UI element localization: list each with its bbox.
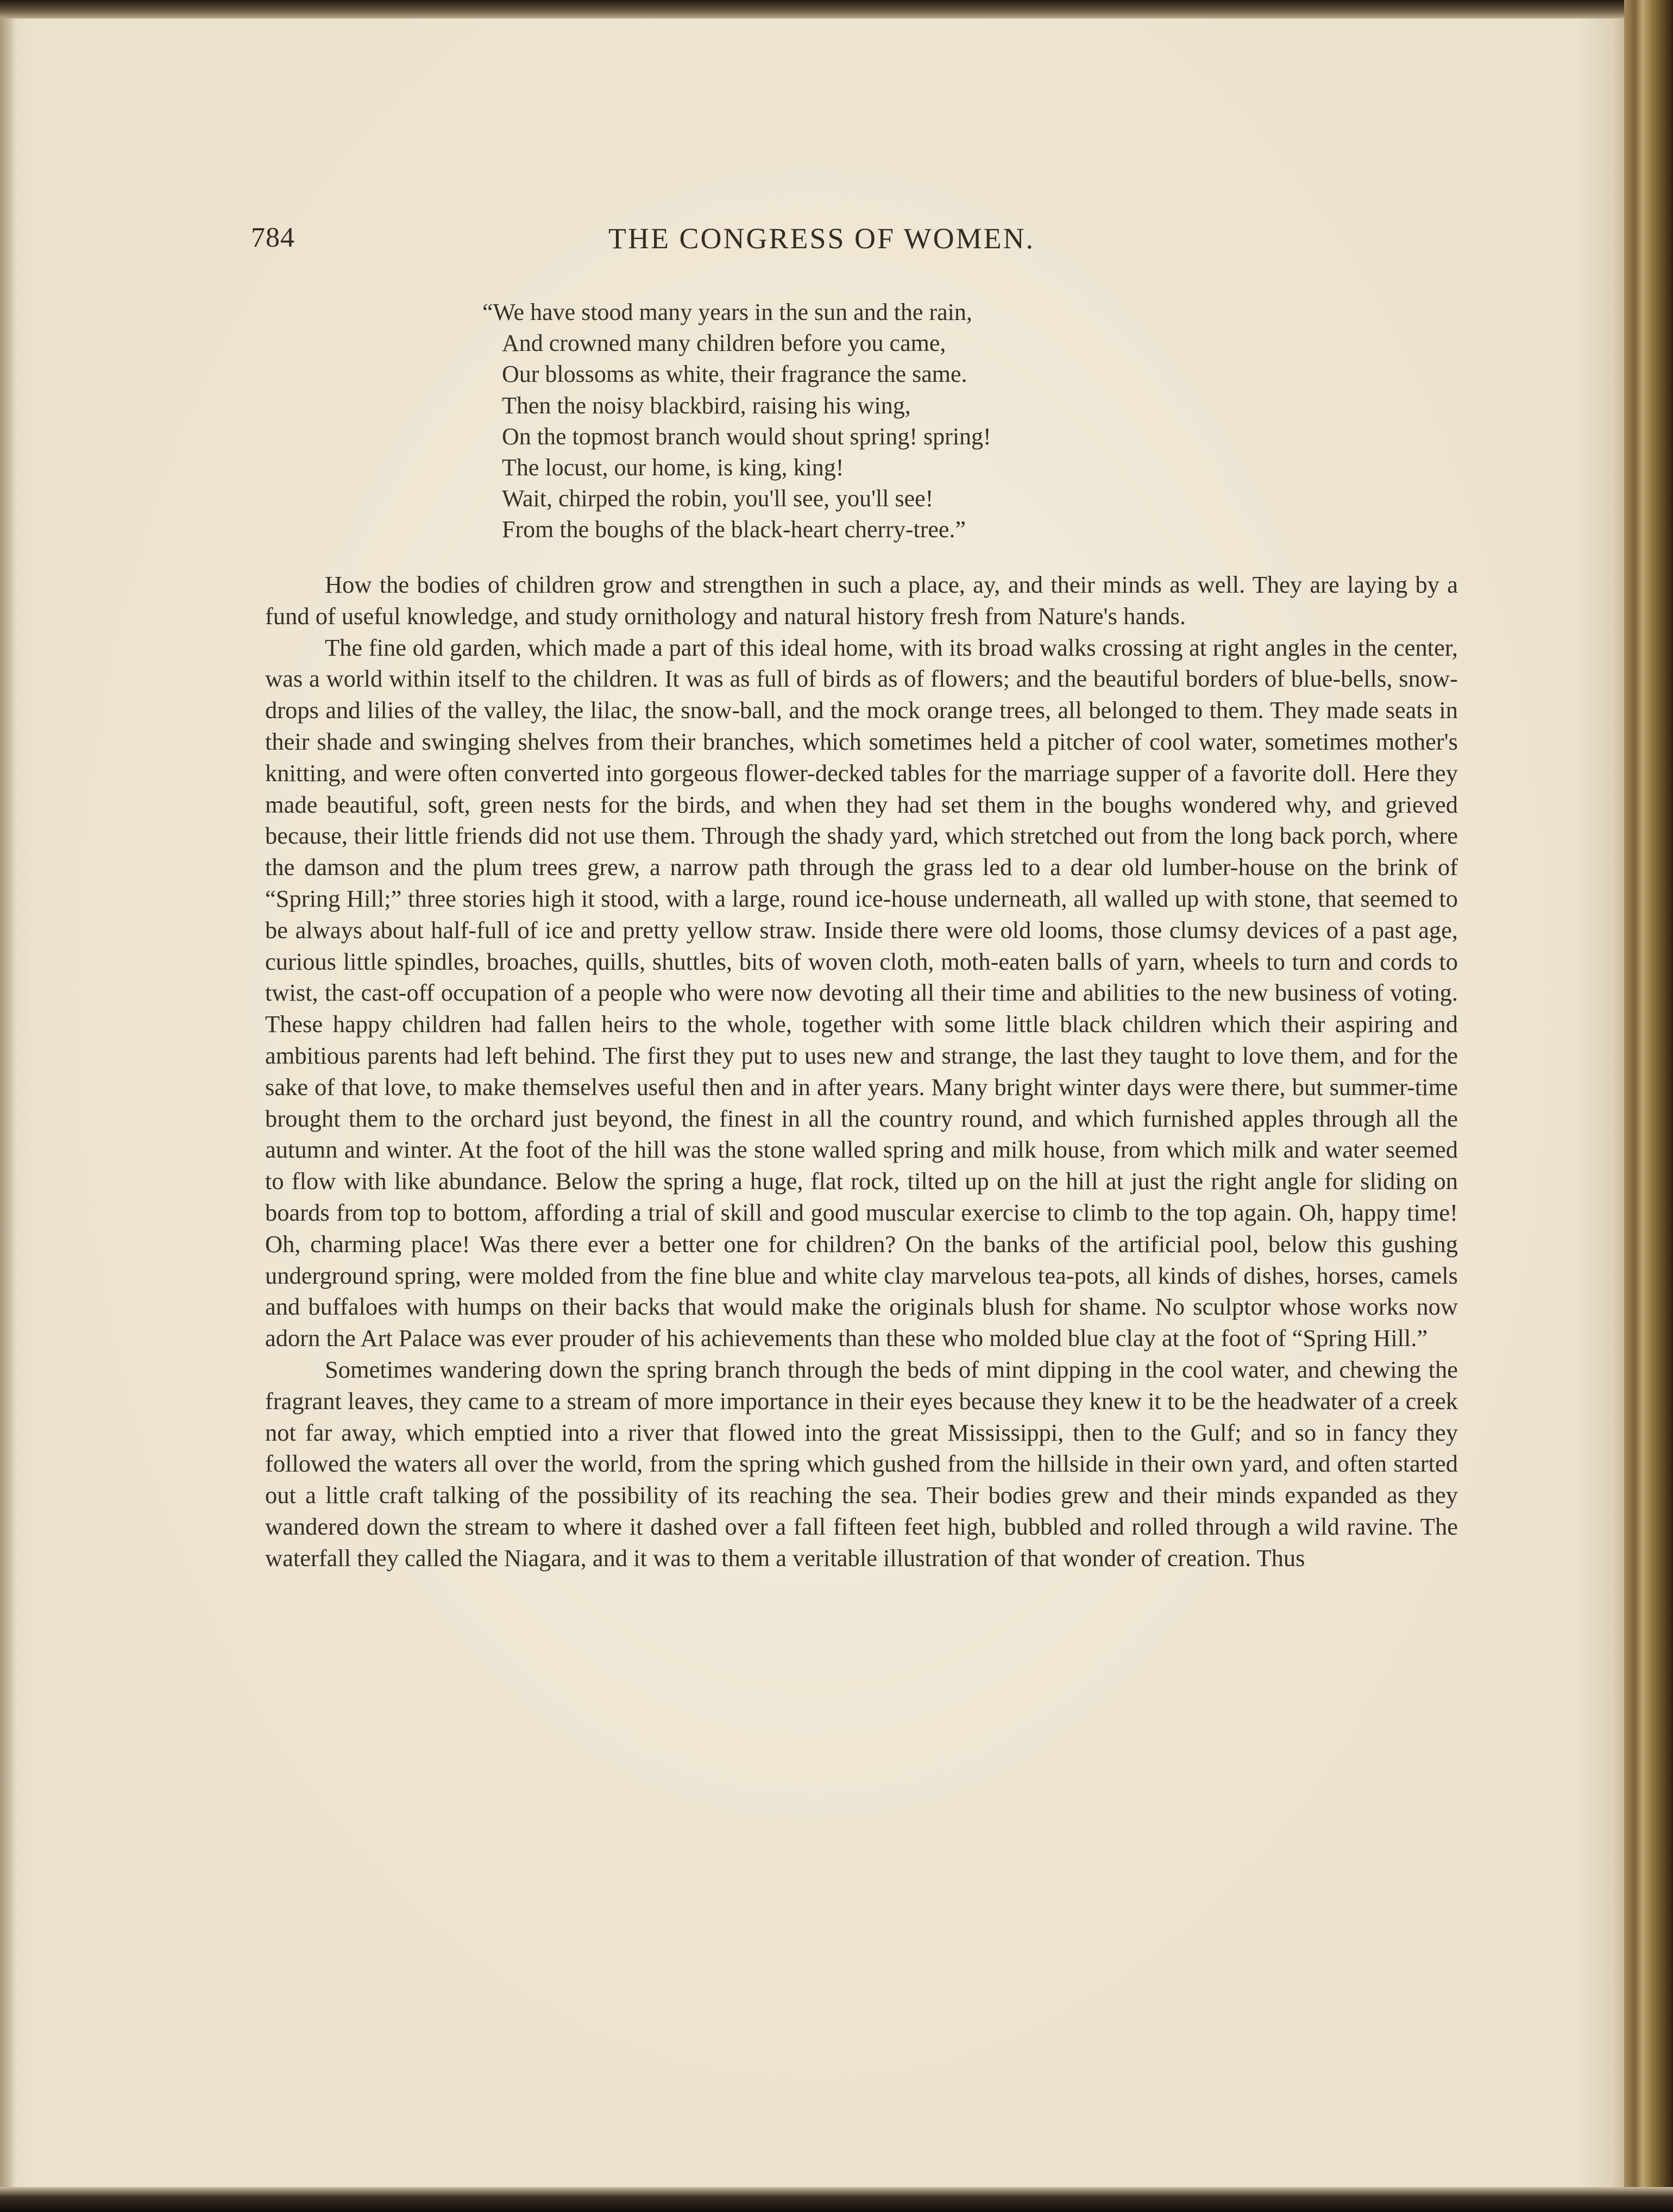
poem-stanza: [482, 297, 1297, 545]
poem-line: Our blossoms as white, their fragrance the same.: [502, 361, 967, 388]
poem-line: The locust, our home, is king, king!: [502, 454, 844, 481]
body-text: [265, 569, 1458, 1574]
page-number: 784: [251, 222, 295, 253]
running-title: THE CONGRESS OF WOMEN.: [608, 222, 1035, 255]
poem-line: Then the noisy blackbird, raising his wing,: [502, 392, 911, 419]
poem-line: From the boughs of the black-heart cherry-tree.”: [502, 516, 966, 543]
gutter-shadow: [0, 16, 16, 2189]
poem-line: On the topmost branch would shout spring! spring!: [502, 423, 991, 450]
bottom-edge: [0, 2187, 1673, 2212]
paragraph: The fine old garden, which made a part of this ideal home, with its broad walks crossing at right angles in the center, was a world within itself to the children. It was as full of birds as of flowers; and the beautiful borders of blue-bells, snow-drops and lilies of the valley, the lilac, the snow-ball, and the mock orange trees, all belonged to them. They made seats in their shade and swinging shelves from their branches, which sometimes held a pitcher of cool water, sometimes mother's knitting, and were often converted into gorgeous flower-decked tables for the marriage supper of a favorite doll. Here they made beautiful, soft, green nests for the birds, and when they had set them in the boughs wondered why, and grieved because, their little friends did not use them. Through the shady yard, which stretched out from the long back porch, where the damson and the plum trees grew, a narrow path through the grass led to a dear old lumber-house on the brink of “Spring Hill;” three stories high it stood, with a large, round ice-house underneath, all walled up with stone, that seemed to be always about half-full of ice and pretty yellow straw. Inside there were old looms, those clumsy devices of a past age, curious little spindles, broaches, quills, shuttles, bits of woven cloth, moth-eaten balls of yarn, wheels to turn and cords to twist, the cast-off occupation of a people who were now devoting all their time and abilities to the new business of voting. These happy children had fallen heirs to the whole, together with some little black children which their aspiring and ambitious parents had left behind. The first they put to uses new and strange, the last they taught to love them, and for the sake of that love, to make themselves useful then and in after years. Many bright winter days were there, but summer-time brought them to the orchard just beyond, the finest in all the country round, and which furnished apples through all the autumn and winter. At the foot of the hill was the stone walled spring and milk house, from which milk and water seemed to flow with like abundance. Below the spring a huge, flat rock, tilted up on the hill at just the right angle for sliding on boards from top to bottom, affording a trial of skill and good muscular exercise to climb to the top again. Oh, happy time! Oh, charming place! Was there ever a better one for children? On the banks of the artificial pool, below this gushing underground spring, were molded from the fine blue and white clay marvelous tea-pots, all kinds of dishes, horses, camels and buffaloes with humps on their backs that would make the originals blush for shame. No sculptor whose works now adorn the Art Palace was ever prouder of his achievements than these who molded blue clay at the foot of “Spring Hill.”: [265, 633, 1458, 1352]
paragraph: How the bodies of children grow and strengthen in such a place, ay, and their minds as well. They are laying by a fund of useful knowledge, and study ornithology and natural history fresh from Nature's hands.: [265, 571, 1458, 630]
running-head: [0, 222, 1673, 265]
book-spine-edge: [1624, 0, 1673, 2212]
poem-line: And crowned many children before you came,: [502, 330, 946, 357]
paragraph: Sometimes wandering down the spring branch through the beds of mint dipping in the cool water, and chewing the fragrant leaves, they came to a stream of more importance in their eyes because they knew it to be the headwater of a creek not far away, which emptied into a river that flowed into the great Mississippi, then to the Gulf; and so in fancy they followed the waters all over the world, from the spring which gushed from the hillside in their own yard, and often started out a little craft talking of the possibility of its reaching the sea. Their bodies grew and their minds expanded as they wandered down the stream to where it dashed over a fall fifteen feet high, bubbled and rolled through a wild ravine. The waterfall they called the Niagara, and it was to them a veritable illustration of that wonder of creation. Thus: [265, 1355, 1458, 1572]
top-edge: [0, 0, 1673, 18]
poem-line: Wait, chirped the robin, you'll see, you'll see!: [502, 485, 934, 512]
poem-line: “We have stood many years in the sun and the rain,: [482, 299, 972, 325]
